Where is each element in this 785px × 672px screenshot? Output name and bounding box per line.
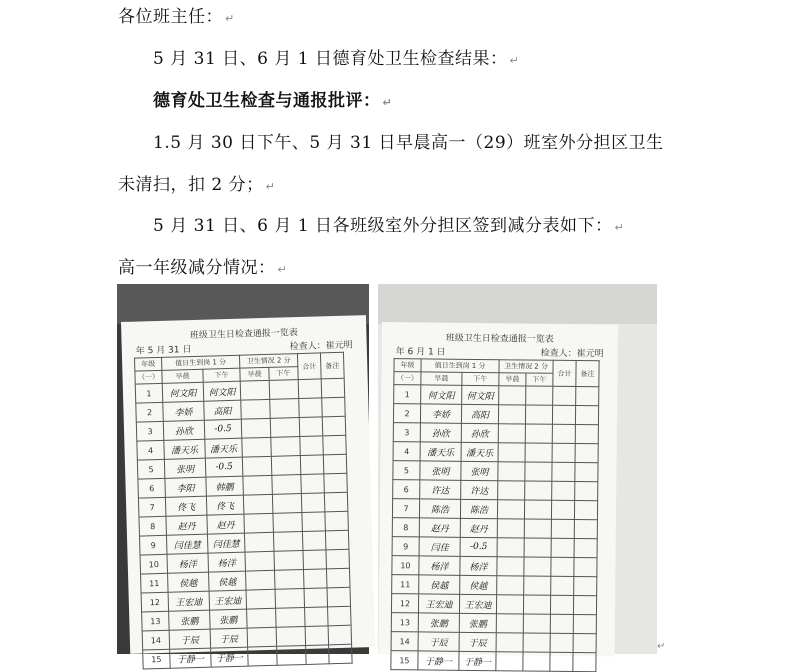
hygiene-morning-cell xyxy=(241,418,271,438)
header-hygiene: 卫生情况 2 分 xyxy=(499,360,553,374)
duty-morning-signature: 王宏迪 xyxy=(168,591,210,611)
duty-afternoon-signature: 王宏迪 xyxy=(459,594,496,613)
hygiene-afternoon-cell xyxy=(270,418,300,438)
paragraph-mark: ↵ xyxy=(614,221,625,234)
duty-morning-signature: 何文阳 xyxy=(162,382,204,402)
total-cell xyxy=(300,455,324,475)
note-cell xyxy=(573,634,596,653)
duty-afternoon-signature: 孙欣 xyxy=(461,423,498,442)
header-morning: 早晨 xyxy=(499,373,526,386)
hygiene-afternoon-cell xyxy=(524,500,551,519)
total-cell xyxy=(298,379,322,399)
duty-afternoon-signature: 高阳 xyxy=(461,404,498,423)
note-cell xyxy=(323,454,347,474)
duty-morning-signature: 李娇 xyxy=(420,404,461,423)
duty-afternoon-signature: 佟飞 xyxy=(206,495,244,515)
duty-morning-signature: 杨洋 xyxy=(419,556,460,575)
photo-sheet-jun-1 xyxy=(378,284,657,668)
duty-morning-signature: 王宏迪 xyxy=(418,594,459,613)
note-cell xyxy=(326,568,350,588)
note-cell xyxy=(322,397,346,417)
header-duty: 值日生到岗 1 分 xyxy=(162,355,240,370)
row-number: 2 xyxy=(136,402,164,422)
paragraph-mark: ↵ xyxy=(265,180,276,193)
total-cell xyxy=(551,519,574,538)
paper-sheet xyxy=(121,315,375,666)
row-number: 1 xyxy=(394,385,421,404)
intro-line xyxy=(153,44,519,69)
row-number: 11 xyxy=(392,575,419,594)
duty-afternoon-signature: 于静一 xyxy=(211,647,249,667)
note-cell xyxy=(324,492,348,512)
duty-afternoon-signature: 侯越 xyxy=(460,575,497,594)
duty-morning-signature: 潘天乐 xyxy=(164,439,206,459)
header-note: 备注 xyxy=(320,352,344,379)
note-cell xyxy=(574,520,597,539)
note-cell xyxy=(329,644,353,664)
header-afternoon: 下午 xyxy=(269,367,298,381)
duty-afternoon-signature: 张明 xyxy=(461,461,498,480)
row-number: 10 xyxy=(392,556,419,575)
sheet-inspector: 检查人：崔元明 xyxy=(540,348,604,360)
paragraph-mark: ↵ xyxy=(509,54,520,67)
duty-morning-signature: 张明 xyxy=(164,458,206,478)
table-row xyxy=(392,556,597,577)
table-row xyxy=(392,499,597,520)
hygiene-afternoon-cell xyxy=(523,652,550,671)
note-cell xyxy=(574,539,597,558)
hygiene-afternoon-cell xyxy=(277,645,307,665)
grade-label-text: 高一年级减分情况： xyxy=(118,258,276,278)
row-number: 3 xyxy=(136,421,164,441)
hygiene-afternoon-cell xyxy=(275,588,305,608)
note-cell xyxy=(576,387,599,406)
duty-afternoon-signature: 潘天乐 xyxy=(205,438,243,458)
header-morning: 早晨 xyxy=(421,372,462,385)
table-row xyxy=(392,537,597,558)
table-row xyxy=(393,404,598,425)
note-cell xyxy=(573,615,596,634)
hygiene-morning-cell xyxy=(240,380,270,400)
duty-morning-signature: 陈浩 xyxy=(419,499,460,518)
header-total: 合计 xyxy=(297,353,321,380)
row-number: 3 xyxy=(393,423,420,442)
duty-morning-signature: 闫佳 xyxy=(419,537,460,556)
duty-afternoon-signature: 杨洋 xyxy=(208,552,246,572)
hygiene-afternoon-cell xyxy=(525,405,552,424)
duty-afternoon-signature: 赵丹 xyxy=(460,518,497,537)
duty-morning-signature: 闫佳慧 xyxy=(166,534,208,554)
grade-label-line xyxy=(118,253,287,278)
duty-afternoon-signature: 韩鹏 xyxy=(206,476,244,496)
duty-afternoon-signature: 于辰 xyxy=(459,632,496,651)
paragraph-mark: ↵ xyxy=(382,96,393,109)
duty-morning-signature: 李阳 xyxy=(165,477,207,497)
paper-sheet xyxy=(379,322,618,668)
duty-morning-signature: 于辰 xyxy=(169,629,211,649)
total-cell xyxy=(302,512,326,532)
paragraph-mark: ↵ xyxy=(277,263,288,276)
note-cell xyxy=(574,577,597,596)
table-intro-line xyxy=(153,211,624,236)
hygiene-afternoon-cell xyxy=(276,607,306,627)
table-row xyxy=(391,613,596,634)
total-cell xyxy=(551,576,574,595)
duty-morning-signature: 于静一 xyxy=(170,648,212,668)
header-grade: 年级 xyxy=(394,359,421,372)
table-row xyxy=(393,480,598,501)
duty-afternoon-signature: 赵丹 xyxy=(207,514,245,534)
note-cell xyxy=(573,596,596,615)
row-number: 14 xyxy=(391,632,418,651)
duty-morning-signature: 孙欣 xyxy=(163,420,205,440)
paragraph-mark: ↵ xyxy=(657,641,666,652)
hygiene-afternoon-cell xyxy=(276,626,306,646)
hygiene-morning-cell xyxy=(496,633,523,652)
hygiene-afternoon-cell xyxy=(270,399,300,419)
row-number: 10 xyxy=(140,554,168,574)
paragraph-mark: ↵ xyxy=(225,12,235,25)
hygiene-morning-cell xyxy=(248,646,278,666)
greeting xyxy=(118,2,235,27)
note-cell xyxy=(326,549,350,569)
header-hygiene: 卫生情况 2 分 xyxy=(239,354,297,369)
header-morning: 早晨 xyxy=(162,369,203,383)
header-afternoon: 下午 xyxy=(462,372,499,385)
total-cell xyxy=(299,398,323,418)
hygiene-afternoon-cell xyxy=(523,595,550,614)
table-intro-text: 5 月 31 日、6 月 1 日各班级室外分担区签到减分表如下： xyxy=(153,216,613,236)
total-cell xyxy=(306,645,330,665)
item-1-text-a: 1.5 月 30 日下午、5 月 31 日早晨高一（29）班室外分担区卫生 xyxy=(153,133,664,153)
sheet-title: 班级卫生日检查通报一览表 xyxy=(189,328,299,342)
hygiene-morning-cell xyxy=(243,475,273,495)
duty-morning-signature: 赵丹 xyxy=(166,515,208,535)
note-cell xyxy=(321,378,345,398)
duty-morning-signature: 张明 xyxy=(420,461,461,480)
header-afternoon: 下午 xyxy=(203,368,240,382)
duty-afternoon-signature: 杨洋 xyxy=(460,556,497,575)
hygiene-morning-cell xyxy=(247,608,277,628)
note-cell xyxy=(322,416,346,436)
total-cell xyxy=(551,538,574,557)
heading-text: 德育处卫生检查与通报批评： xyxy=(153,91,381,111)
hygiene-morning-cell xyxy=(498,481,525,500)
total-cell xyxy=(550,595,573,614)
table-row xyxy=(391,594,596,615)
total-cell xyxy=(552,405,575,424)
hygiene-afternoon-cell xyxy=(271,437,301,457)
note-cell xyxy=(574,558,597,577)
hygiene-afternoon-cell xyxy=(524,519,551,538)
hygiene-afternoon-cell xyxy=(524,576,551,595)
row-number: 6 xyxy=(138,478,166,498)
total-cell xyxy=(550,652,573,671)
hygiene-afternoon-cell xyxy=(274,551,304,571)
duty-morning-signature: 张鹏 xyxy=(169,610,211,630)
note-cell xyxy=(328,625,352,645)
note-cell xyxy=(325,511,349,531)
row-number: 12 xyxy=(141,592,169,612)
header-morning: 早晨 xyxy=(240,367,269,381)
row-number: 8 xyxy=(392,518,419,537)
hygiene-morning-cell xyxy=(244,532,274,552)
hygiene-morning-cell xyxy=(497,557,524,576)
total-cell xyxy=(552,481,575,500)
total-cell xyxy=(305,626,329,646)
hygiene-afternoon-cell xyxy=(273,513,303,533)
header-note: 备注 xyxy=(576,361,599,387)
total-cell xyxy=(305,607,329,627)
total-cell xyxy=(550,614,573,633)
hygiene-morning-cell xyxy=(497,519,524,538)
duty-afternoon-signature: -0.5 xyxy=(205,457,243,477)
hygiene-afternoon-cell xyxy=(524,538,551,557)
row-number: 15 xyxy=(391,651,418,670)
hygiene-morning-cell xyxy=(242,456,272,476)
hygiene-morning-cell xyxy=(246,570,276,590)
hygiene-afternoon-cell xyxy=(271,456,301,476)
row-number: 1 xyxy=(135,383,163,403)
row-number: 7 xyxy=(392,499,419,518)
total-cell xyxy=(303,550,327,570)
photo-sheet-may-31 xyxy=(117,284,369,666)
hygiene-morning-cell xyxy=(247,627,277,647)
row-number: 9 xyxy=(392,537,419,556)
duty-afternoon-signature: 何文阳 xyxy=(203,381,241,401)
duty-afternoon-signature: 许达 xyxy=(461,480,498,499)
duty-morning-signature: 潘天乐 xyxy=(420,442,461,461)
duty-afternoon-signature: 潘天乐 xyxy=(461,442,498,461)
row-number: 5 xyxy=(393,461,420,480)
duty-afternoon-signature: 高阳 xyxy=(204,400,242,420)
row-number: 6 xyxy=(393,480,420,499)
note-cell xyxy=(328,606,352,626)
note-cell xyxy=(325,530,349,550)
hygiene-afternoon-cell xyxy=(523,633,550,652)
duty-morning-signature: 张鹏 xyxy=(418,613,459,632)
intro-text: 5 月 31 日、6 月 1 日德育处卫生检查结果： xyxy=(153,49,508,69)
total-cell xyxy=(553,386,576,405)
duty-afternoon-signature: -0.5 xyxy=(204,419,242,439)
total-cell xyxy=(304,588,328,608)
duty-afternoon-signature: 闫佳慧 xyxy=(207,533,245,553)
hygiene-morning-cell xyxy=(499,386,526,405)
sheet-table xyxy=(390,358,599,672)
total-cell xyxy=(303,569,327,589)
hygiene-morning-cell xyxy=(246,589,276,609)
row-number: 12 xyxy=(391,594,418,613)
table-row xyxy=(392,518,597,539)
hygiene-afternoon-cell xyxy=(525,424,552,443)
duty-morning-signature: 佟飞 xyxy=(165,496,207,516)
hygiene-afternoon-cell xyxy=(272,494,302,514)
duty-morning-signature: 于静一 xyxy=(418,651,459,670)
row-number: 9 xyxy=(139,535,167,555)
duty-afternoon-signature: -0.5 xyxy=(460,537,497,556)
header-class: （一） xyxy=(135,370,162,384)
hygiene-morning-cell xyxy=(497,538,524,557)
duty-afternoon-signature: 于辰 xyxy=(210,628,248,648)
hygiene-morning-cell xyxy=(496,595,523,614)
row-number: 13 xyxy=(391,613,418,632)
table-row xyxy=(393,442,598,463)
hygiene-morning-cell xyxy=(496,614,523,633)
note-cell xyxy=(573,653,596,672)
total-cell xyxy=(551,557,574,576)
total-cell xyxy=(550,633,573,652)
hygiene-morning-cell xyxy=(498,443,525,462)
total-cell xyxy=(552,462,575,481)
row-number: 5 xyxy=(137,459,165,479)
note-cell xyxy=(323,435,347,455)
note-cell xyxy=(324,473,348,493)
row-number: 2 xyxy=(393,404,420,423)
sheet-date: 年 6 月 1 日 xyxy=(395,347,446,358)
duty-morning-signature: 孙欣 xyxy=(420,423,461,442)
note-cell xyxy=(575,406,598,425)
header-class: （一） xyxy=(394,372,421,385)
hygiene-morning-cell xyxy=(242,437,272,457)
table-row xyxy=(391,651,596,672)
duty-morning-signature: 许达 xyxy=(420,480,461,499)
hygiene-afternoon-cell xyxy=(525,443,552,462)
hygiene-afternoon-cell xyxy=(525,462,552,481)
header-grade: 年级 xyxy=(135,357,162,371)
sheet-title: 班级卫生日检查通报一览表 xyxy=(445,333,554,345)
duty-morning-signature: 侯越 xyxy=(419,575,460,594)
note-cell xyxy=(575,463,598,482)
hygiene-afternoon-cell xyxy=(273,532,303,552)
item-1-line-a xyxy=(153,128,664,153)
total-cell xyxy=(551,500,574,519)
duty-afternoon-signature: 王宏迪 xyxy=(209,590,247,610)
note-cell xyxy=(574,501,597,520)
hygiene-morning-cell xyxy=(243,494,273,514)
note-cell xyxy=(327,587,351,607)
hygiene-morning-cell xyxy=(498,462,525,481)
duty-afternoon-signature: 于静一 xyxy=(459,651,496,670)
section-heading xyxy=(153,86,392,111)
hygiene-morning-cell xyxy=(498,424,525,443)
row-number: 15 xyxy=(143,649,171,669)
total-cell xyxy=(552,443,575,462)
total-cell xyxy=(552,424,575,443)
sheet-inspector: 检查人：崔元明 xyxy=(289,340,353,353)
duty-afternoon-signature: 何文阳 xyxy=(462,385,499,404)
sheet-date: 年 5 月 31 日 xyxy=(135,345,192,357)
total-cell xyxy=(302,531,326,551)
duty-morning-signature: 李娇 xyxy=(163,401,205,421)
duty-morning-signature: 侯越 xyxy=(168,572,210,592)
duty-morning-signature: 于辰 xyxy=(418,632,459,651)
hygiene-morning-cell xyxy=(498,405,525,424)
hygiene-afternoon-cell xyxy=(272,475,302,495)
item-1-line-b xyxy=(118,170,275,195)
hygiene-morning-cell xyxy=(245,551,275,571)
hygiene-afternoon-cell xyxy=(526,386,553,405)
note-cell xyxy=(575,482,598,501)
duty-morning-signature: 何文阳 xyxy=(421,385,462,404)
header-total: 合计 xyxy=(553,360,576,386)
total-cell xyxy=(300,436,324,456)
table-row xyxy=(392,575,597,596)
greeting-text: 各位班主任： xyxy=(118,7,223,27)
hygiene-morning-cell xyxy=(241,399,271,419)
duty-afternoon-signature: 侯越 xyxy=(209,571,247,591)
table-row xyxy=(393,423,598,444)
hygiene-afternoon-cell xyxy=(525,481,552,500)
duty-afternoon-signature: 张鹏 xyxy=(459,613,496,632)
table-row xyxy=(394,385,599,406)
note-cell xyxy=(575,425,598,444)
hygiene-morning-cell xyxy=(496,652,523,671)
sheet-table xyxy=(134,352,353,670)
duty-afternoon-signature: 张鹏 xyxy=(210,609,248,629)
hygiene-afternoon-cell xyxy=(524,557,551,576)
duty-afternoon-signature: 陈浩 xyxy=(460,499,497,518)
row-number: 13 xyxy=(142,611,170,631)
hygiene-afternoon-cell xyxy=(274,570,304,590)
total-cell xyxy=(301,474,325,494)
duty-morning-signature: 杨洋 xyxy=(167,553,209,573)
row-number: 7 xyxy=(138,497,166,517)
hygiene-morning-cell xyxy=(244,513,274,533)
item-1-text-b: 未清扫，扣 2 分； xyxy=(118,175,264,195)
row-number: 4 xyxy=(137,440,165,460)
header-duty: 值日生到岗 1 分 xyxy=(421,359,499,373)
table-row xyxy=(391,632,596,653)
hygiene-afternoon-cell xyxy=(269,380,299,400)
row-number: 14 xyxy=(142,630,170,650)
row-number: 4 xyxy=(393,442,420,461)
total-cell xyxy=(301,493,325,513)
row-number: 11 xyxy=(141,573,169,593)
table-row xyxy=(393,461,598,482)
hygiene-afternoon-cell xyxy=(523,614,550,633)
photo-background xyxy=(378,284,657,324)
hygiene-morning-cell xyxy=(497,576,524,595)
duty-morning-signature: 赵丹 xyxy=(419,518,460,537)
hygiene-morning-cell xyxy=(497,500,524,519)
header-afternoon: 下午 xyxy=(526,373,553,386)
note-cell xyxy=(575,444,598,463)
row-number: 8 xyxy=(139,516,167,536)
total-cell xyxy=(299,417,323,437)
